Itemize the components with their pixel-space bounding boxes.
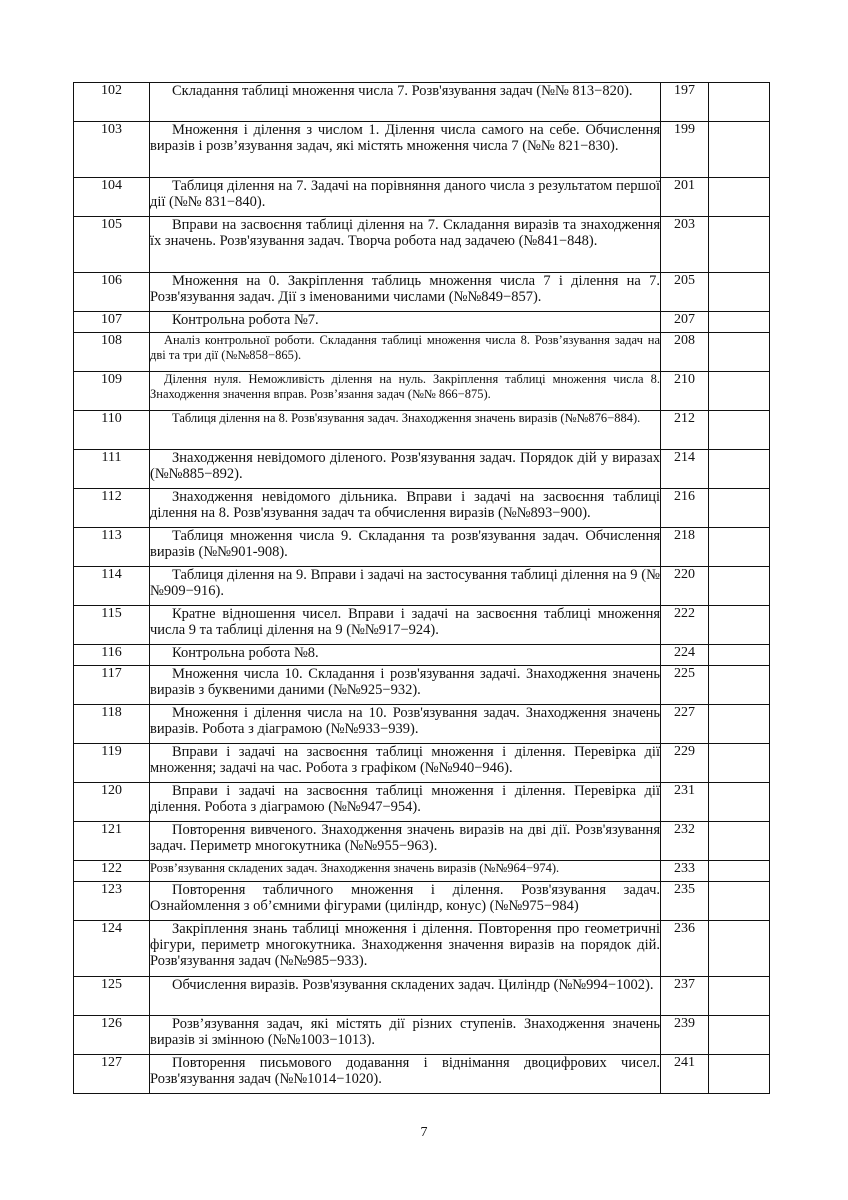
lesson-topic	[150, 122, 661, 178]
page-ref: 208	[661, 333, 709, 372]
blank-cell	[709, 273, 770, 312]
page-number: 7	[420, 1125, 428, 1140]
blank-cell	[709, 1055, 770, 1094]
lesson-topic-text: Множення і ділення числа на 10. Розв'язування задач. Знаходження значень виразів. Робота з діаграмою (№№933−939).	[150, 705, 660, 737]
table-row	[74, 606, 770, 645]
page-ref: 212	[661, 411, 709, 450]
page-ref: 224	[661, 645, 709, 666]
lesson-topic-text: Знаходження невідомого діленого. Розв'язування задач. Порядок дій у виразах (№№885−892).	[150, 450, 660, 482]
lesson-topic-text: Таблиця множення числа 9. Складання та розв'язування задач. Обчислення виразів (№№901-908).	[150, 528, 660, 560]
blank-cell	[709, 882, 770, 921]
table-row	[74, 528, 770, 567]
table-row	[74, 178, 770, 217]
lesson-topic	[150, 666, 661, 705]
page-ref: 203	[661, 217, 709, 273]
lesson-number: 110	[74, 411, 150, 450]
blank-cell	[709, 822, 770, 861]
lesson-topic	[150, 372, 661, 411]
table-row	[74, 977, 770, 1016]
lesson-topic	[150, 178, 661, 217]
lesson-topic-text: Повторення письмового додавання і віднімання двоцифрових чисел. Розв'язування задач (№№1014−1020).	[150, 1055, 660, 1087]
lesson-number: 127	[74, 1055, 150, 1094]
lesson-number: 103	[74, 122, 150, 178]
lesson-topic-text: Таблиця ділення на 7. Задачі на порівняння даного числа з результатом першої дії (№№ 831−840).	[150, 178, 660, 210]
lesson-number: 123	[74, 882, 150, 921]
lesson-number: 106	[74, 273, 150, 312]
blank-cell	[709, 411, 770, 450]
lesson-topic-text: Знаходження невідомого дільника. Вправи і задачі на засвоєння таблиці ділення на 8. Розв'язування задач та обчислення виразів (№№893−900).	[150, 489, 660, 521]
table-row	[74, 744, 770, 783]
blank-cell	[709, 705, 770, 744]
blank-cell	[709, 921, 770, 977]
lesson-topic-text: Множення на 0. Закріплення таблиць множення числа 7 і ділення на 7. Розв'язування задач. Дії з іменованими числами (№№849−857).	[150, 273, 660, 305]
lesson-topic-text: Множення числа 10. Складання і розв'язування задачі. Знаходження значень виразів з буквеними даними (№№925−932).	[150, 666, 660, 698]
lesson-topic-text: Повторення табличного множення і ділення. Розв'язування задач. Ознайомлення з об’ємними фігурами (циліндр, конус) (№№975−984)	[150, 882, 660, 914]
lesson-topic	[150, 217, 661, 273]
blank-cell	[709, 783, 770, 822]
page-ref: 210	[661, 372, 709, 411]
lesson-topic-text: Таблиця ділення на 8. Розв'язування задач. Знаходження значень виразів (№№876−884).	[172, 411, 641, 425]
lesson-plan-body	[74, 83, 770, 1094]
lesson-topic-text: Вправи на засвоєння таблиці ділення на 7. Складання виразів та знаходження їх значень. Розв'язування задач. Творча робота над задачею (№841−848).	[150, 217, 660, 249]
page-ref: 207	[661, 312, 709, 333]
table-row	[74, 122, 770, 178]
lesson-topic-text: Розв’язування складених задач. Знаходження значень виразів (№№964−974).	[150, 861, 560, 875]
table-row	[74, 1055, 770, 1094]
table-row	[74, 217, 770, 273]
lesson-topic	[150, 489, 661, 528]
table-row	[74, 450, 770, 489]
blank-cell	[709, 977, 770, 1016]
table-row	[74, 921, 770, 977]
lesson-number: 112	[74, 489, 150, 528]
lesson-topic	[150, 273, 661, 312]
lesson-plan-table	[73, 82, 770, 1094]
page-ref: 225	[661, 666, 709, 705]
lesson-topic	[150, 645, 661, 666]
lesson-number: 107	[74, 312, 150, 333]
table-row	[74, 567, 770, 606]
page-ref: 241	[661, 1055, 709, 1094]
page-ref: 229	[661, 744, 709, 783]
page-ref: 237	[661, 977, 709, 1016]
blank-cell	[709, 489, 770, 528]
lesson-topic-text: Аналіз контрольної роботи. Складання таблиці множення числа 8. Розв’язування задач на дві та три дії (№№858−865).	[150, 333, 660, 362]
page-ref: 232	[661, 822, 709, 861]
blank-cell	[709, 217, 770, 273]
page-ref: 227	[661, 705, 709, 744]
lesson-topic	[150, 705, 661, 744]
lesson-topic-text: Контрольна робота №8.	[172, 645, 319, 661]
lesson-number: 122	[74, 861, 150, 882]
lesson-topic	[150, 411, 661, 450]
blank-cell	[709, 122, 770, 178]
lesson-topic	[150, 882, 661, 921]
lesson-topic-text: Вправи і задачі на засвоєння таблиці множення і ділення. Перевірка дії множення; задачі на час. Робота з графіком (№№940−946).	[150, 744, 660, 776]
page-ref: 201	[661, 178, 709, 217]
page-ref: 233	[661, 861, 709, 882]
page-ref: 222	[661, 606, 709, 645]
lesson-topic	[150, 1055, 661, 1094]
lesson-number: 104	[74, 178, 150, 217]
table-row	[74, 489, 770, 528]
table-row	[74, 411, 770, 450]
lesson-topic-text: Контрольна робота №7.	[172, 312, 319, 328]
lesson-number: 126	[74, 1016, 150, 1055]
table-row	[74, 783, 770, 822]
blank-cell	[709, 666, 770, 705]
lesson-topic-text: Розв’язування задач, які містять дії різних ступенів. Знаходження значень виразів зі змінною (№№1003−1013).	[150, 1016, 660, 1048]
table-row	[74, 333, 770, 372]
blank-cell	[709, 528, 770, 567]
table-row	[74, 645, 770, 666]
lesson-topic-text: Ділення нуля. Неможливість ділення на нуль. Закріплення таблиці множення числа 8. Знаходження значення вправ. Розв’язання задач (№№ 866−875).	[150, 372, 660, 401]
lesson-number: 120	[74, 783, 150, 822]
lesson-number: 109	[74, 372, 150, 411]
lesson-topic	[150, 861, 661, 882]
lesson-number: 113	[74, 528, 150, 567]
blank-cell	[709, 1016, 770, 1055]
lesson-number: 105	[74, 217, 150, 273]
blank-cell	[709, 450, 770, 489]
page-ref: 197	[661, 83, 709, 122]
page-ref: 220	[661, 567, 709, 606]
lesson-number: 102	[74, 83, 150, 122]
lesson-number: 117	[74, 666, 150, 705]
lesson-topic-text: Кратне відношення чисел. Вправи і задачі на засвоєння таблиці множення числа 9 та таблиці ділення на 9 (№№917−924).	[150, 606, 660, 638]
lesson-topic-text: Обчислення виразів. Розв'язування складених задач. Циліндр (№№994−1002).	[172, 977, 654, 993]
lesson-topic	[150, 567, 661, 606]
table-row	[74, 861, 770, 882]
blank-cell	[709, 83, 770, 122]
table-row	[74, 83, 770, 122]
lesson-number: 115	[74, 606, 150, 645]
lesson-number: 111	[74, 450, 150, 489]
lesson-number: 108	[74, 333, 150, 372]
table-row	[74, 273, 770, 312]
lesson-topic	[150, 783, 661, 822]
lesson-number: 114	[74, 567, 150, 606]
table-row	[74, 312, 770, 333]
blank-cell	[709, 372, 770, 411]
page-ref: 216	[661, 489, 709, 528]
page-ref: 235	[661, 882, 709, 921]
page-ref: 236	[661, 921, 709, 977]
lesson-topic	[150, 83, 661, 122]
lesson-number: 124	[74, 921, 150, 977]
table-row	[74, 882, 770, 921]
blank-cell	[709, 567, 770, 606]
blank-cell	[709, 861, 770, 882]
lesson-topic	[150, 450, 661, 489]
lesson-topic	[150, 528, 661, 567]
page-ref: 214	[661, 450, 709, 489]
page-ref: 205	[661, 273, 709, 312]
lesson-topic	[150, 312, 661, 333]
lesson-number: 125	[74, 977, 150, 1016]
table-row	[74, 822, 770, 861]
blank-cell	[709, 645, 770, 666]
lesson-number: 121	[74, 822, 150, 861]
page-ref: 231	[661, 783, 709, 822]
lesson-topic-text: Повторення вивченого. Знаходження значень виразів на дві дії. Розв'язування задач. Периметр многокутника (№№955−963).	[150, 822, 660, 854]
page-ref: 199	[661, 122, 709, 178]
lesson-topic	[150, 744, 661, 783]
table-row	[74, 1016, 770, 1055]
blank-cell	[709, 178, 770, 217]
lesson-topic-text: Вправи і задачі на засвоєння таблиці множення і ділення. Перевірка дії ділення. Робота з діаграмою (№№947−954).	[150, 783, 660, 815]
lesson-number: 116	[74, 645, 150, 666]
lesson-topic	[150, 333, 661, 372]
table-row	[74, 666, 770, 705]
lesson-topic-text: Множення і ділення з числом 1. Ділення числа самого на себе. Обчислення виразів і розв’язування задач, які містять множення числа 7 (№№ 821−830).	[150, 122, 660, 154]
page-ref: 218	[661, 528, 709, 567]
lesson-topic-text: Складання таблиці множення числа 7. Розв'язування задач (№№ 813−820).	[172, 83, 633, 99]
lesson-topic-text: Таблиця ділення на 9. Вправи і задачі на застосування таблиці ділення на 9 (№№909−916).	[150, 567, 660, 599]
lesson-topic	[150, 921, 661, 977]
table-row	[74, 705, 770, 744]
page-ref: 239	[661, 1016, 709, 1055]
lesson-topic	[150, 1016, 661, 1055]
blank-cell	[709, 744, 770, 783]
lesson-topic	[150, 822, 661, 861]
blank-cell	[709, 333, 770, 372]
lesson-topic	[150, 977, 661, 1016]
lesson-topic-text: Закріплення знань таблиці множення і ділення. Повторення про геометричні фігури, периметр многокутника. Знаходження значення виразів на порядок дій. Розв'язування задач (№№985−933).	[150, 921, 660, 969]
lesson-number: 118	[74, 705, 150, 744]
blank-cell	[709, 312, 770, 333]
lesson-number: 119	[74, 744, 150, 783]
blank-cell	[709, 606, 770, 645]
lesson-topic	[150, 606, 661, 645]
table-row	[74, 372, 770, 411]
